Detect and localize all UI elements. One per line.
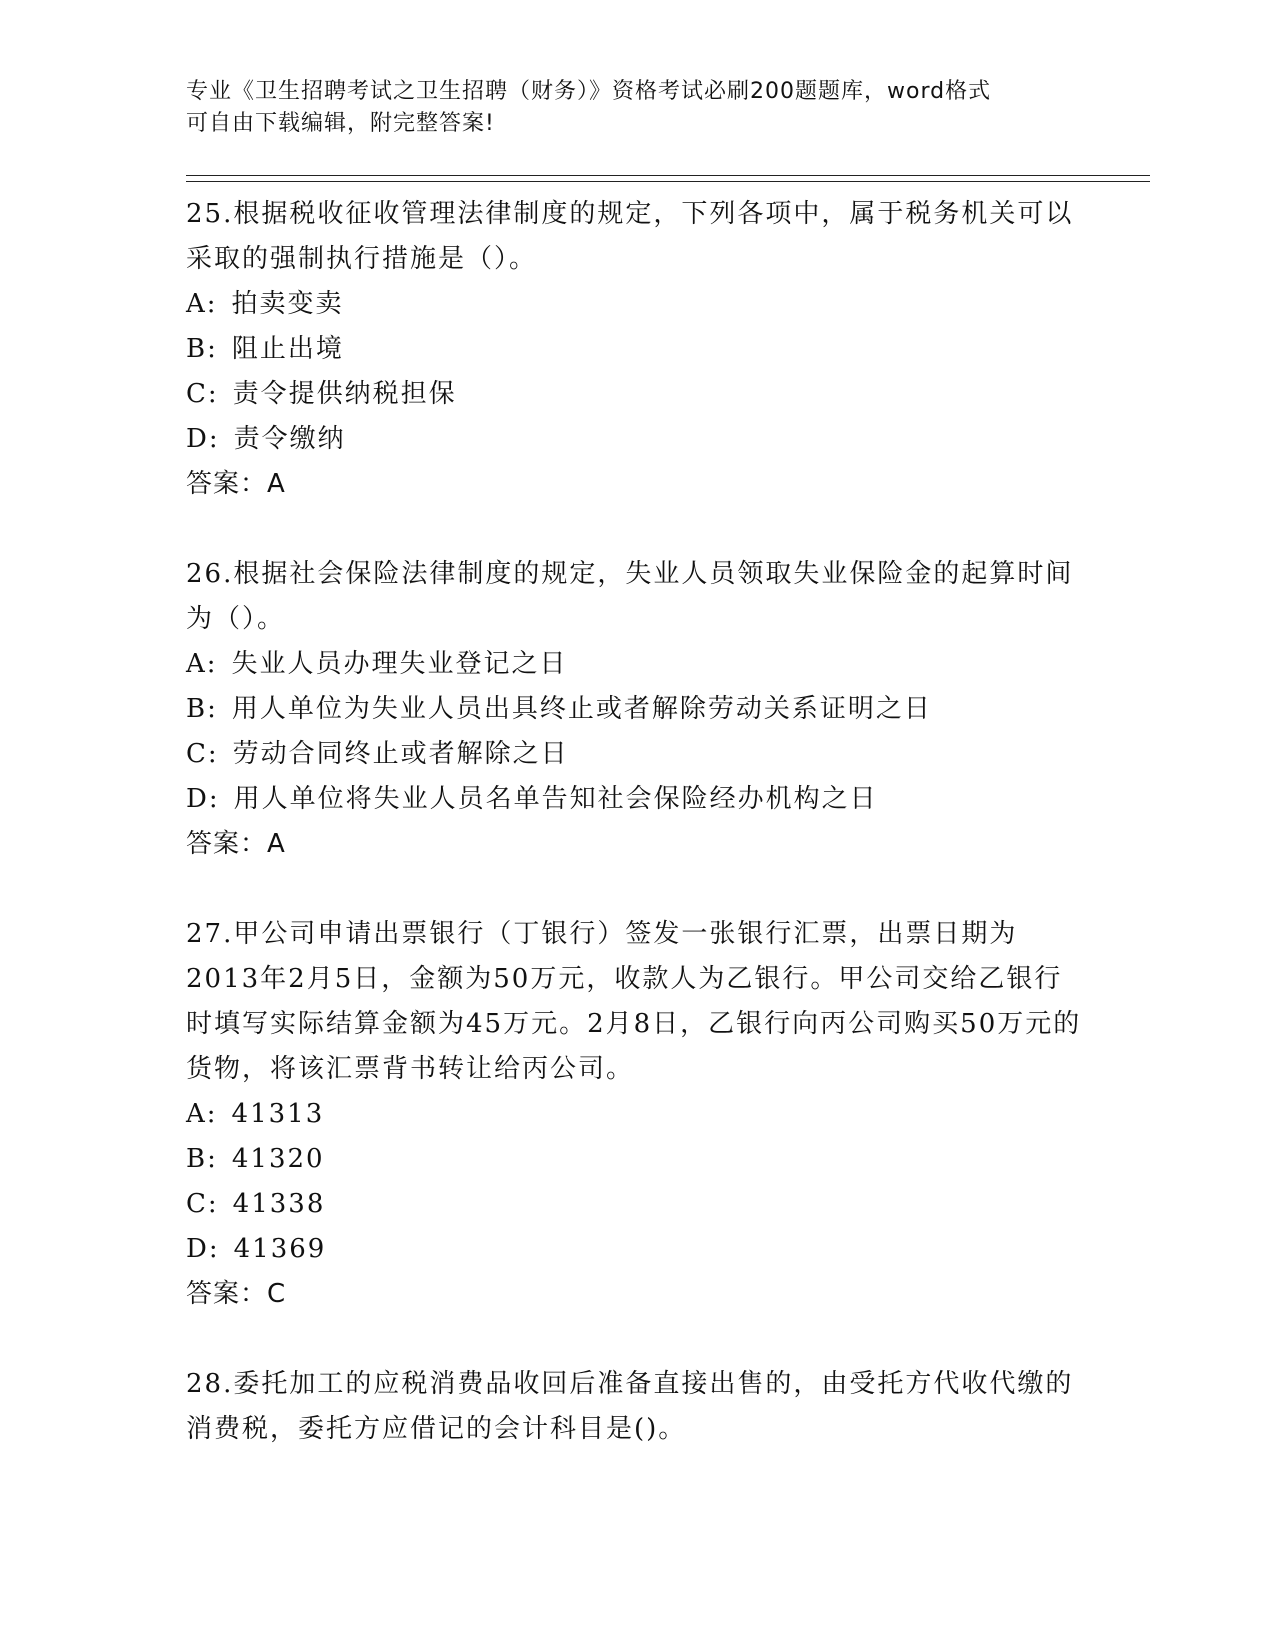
option-text: 劳动合同终止或者解除之日 — [232, 739, 569, 769]
option-d — [186, 777, 1086, 822]
question-28 — [186, 1362, 1086, 1452]
option-a — [186, 282, 1086, 327]
option-text: 拍卖变卖 — [231, 289, 344, 319]
option-text: 41320 — [231, 1144, 325, 1174]
option-letter: C: — [186, 379, 219, 409]
option-c — [186, 732, 1086, 777]
option-text: 用人单位为失业人员出具终止或者解除劳动关系证明之日 — [231, 694, 932, 724]
option-text: 责令提供纳税担保 — [232, 379, 457, 409]
question-list — [186, 192, 1086, 1452]
option-text: 阻止出境 — [231, 334, 344, 364]
option-text: 用人单位将失业人员名单告知社会保险经办机构之日 — [233, 784, 878, 814]
option-text: 41369 — [233, 1234, 327, 1264]
document-header — [186, 76, 1066, 140]
question-text: 26.根据社会保险法律制度的规定，失业人员领取失业保险金的起算时间为（）。 — [186, 559, 1074, 634]
question-text: 28.委托加工的应税消费品收回后准备直接出售的，由受托方代收代缴的消费税，委托方应借记的会计科目是()。 — [186, 1369, 1074, 1444]
option-letter: D: — [186, 1234, 220, 1264]
answer-line: 答案：C — [186, 1279, 287, 1309]
answer-line: 答案：A — [186, 469, 286, 499]
header-divider-bottom — [186, 181, 1150, 182]
question-text: 27.甲公司申请出票银行（丁银行）签发一张银行汇票，出票日期为2013年2月5日，金额为50万元，收款人为乙银行。甲公司交给乙银行时填写实际结算金额为45万元。2月8日，乙银行向丙公司购买50万元的货物，将该汇票背书转让给丙公司。 — [186, 919, 1082, 1084]
option-letter: D: — [186, 784, 220, 814]
option-d — [186, 417, 1086, 462]
option-c — [186, 1182, 1086, 1227]
option-letter: A: — [186, 649, 218, 679]
option-letter: C: — [186, 739, 219, 769]
option-text: 41313 — [231, 1099, 325, 1129]
option-text: 责令缴纳 — [233, 424, 346, 454]
option-letter: D: — [186, 424, 220, 454]
header-line-1: 专业《卫生招聘考试之卫生招聘（财务）》资格考试必刷200题题库，word格式 — [186, 79, 992, 104]
option-b — [186, 687, 1086, 732]
option-letter: B: — [186, 334, 218, 364]
option-text: 失业人员办理失业登记之日 — [231, 649, 568, 679]
question-26 — [186, 552, 1086, 867]
option-letter: B: — [186, 1144, 218, 1174]
option-letter: A: — [186, 289, 218, 319]
option-b — [186, 327, 1086, 372]
question-25 — [186, 192, 1086, 507]
option-b — [186, 1137, 1086, 1182]
spacer — [186, 1317, 1086, 1362]
option-letter: C: — [186, 1189, 219, 1219]
header-line-2: 可自由下载编辑，附完整答案! — [186, 111, 495, 136]
spacer — [186, 867, 1086, 912]
question-27 — [186, 912, 1086, 1317]
question-text: 25.根据税收征收管理法律制度的规定，下列各项中，属于税务机关可以采取的强制执行措施是（）。 — [186, 199, 1074, 274]
option-text: 41338 — [232, 1189, 326, 1219]
option-a — [186, 1092, 1086, 1137]
option-letter: A: — [186, 1099, 218, 1129]
option-d — [186, 1227, 1086, 1272]
option-c — [186, 372, 1086, 417]
answer-line: 答案：A — [186, 829, 286, 859]
option-a — [186, 642, 1086, 687]
option-letter: B: — [186, 694, 218, 724]
spacer — [186, 507, 1086, 552]
header-divider-top — [186, 175, 1150, 176]
